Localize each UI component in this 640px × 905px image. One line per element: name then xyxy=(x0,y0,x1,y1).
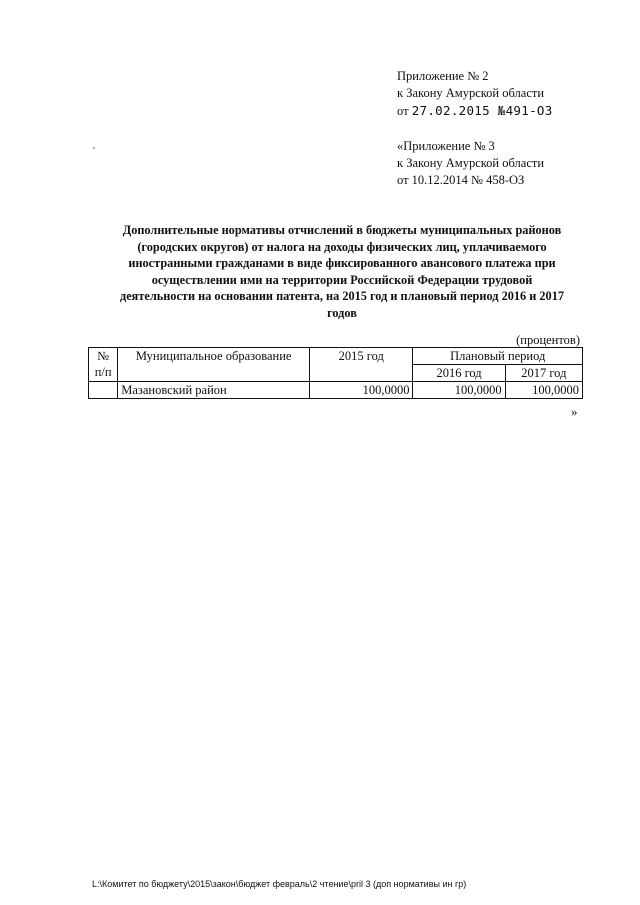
title-line: Дополнительные нормативы отчислений в бюджеты муниципальных районов xyxy=(122,223,562,237)
header-2016: 2016 год xyxy=(413,365,505,382)
title-line: деятельности на основании патента, на 2015 год и плановый период 2016 и 2017 xyxy=(119,289,564,303)
table-row xyxy=(89,382,583,399)
title-line: иностранными гражданами в виде фиксированного авансового платежа при xyxy=(128,256,556,270)
header-2017: 2017 год xyxy=(505,365,582,382)
title-line: (городских округов) от налога на доходы физических лиц, уплачиваемого xyxy=(137,239,547,254)
cell-2017: 100,0000 xyxy=(505,382,582,399)
title-line: осуществлении ими на территории Российской Федерации трудовой xyxy=(151,272,533,287)
cell-2015: 100,0000 xyxy=(310,382,413,399)
file-path-footer: L:\Комитет по бюджету\2015\закон\бюджет февраль\2 чтение\pril 3 (доп нормативы ин гр) xyxy=(92,879,467,889)
appendix-header xyxy=(397,68,553,120)
scan-speck xyxy=(93,147,95,149)
previous-appendix-header xyxy=(397,138,544,189)
norms-table xyxy=(88,347,583,399)
appendix-date-prefix: от xyxy=(397,104,409,118)
table-header-row xyxy=(89,348,583,365)
header-municipality: Муниципальное образование xyxy=(118,348,310,382)
previous-appendix-number: «Приложение № 3 xyxy=(397,139,495,153)
cell-number xyxy=(89,382,118,399)
previous-appendix-law-reference: к Закону Амурской области xyxy=(397,156,545,170)
unit-label: (процентов) xyxy=(516,333,580,347)
cell-2016: 100,0000 xyxy=(413,382,505,399)
header-planned-period: Плановый период xyxy=(413,348,583,365)
appendix-date-value: 27.02.2015 №491-ОЗ xyxy=(411,103,553,118)
appendix-law-reference: к Закону Амурской области xyxy=(397,86,545,100)
header-number: № п/п xyxy=(89,348,118,382)
title-line: годов xyxy=(327,305,357,320)
closing-quote: » xyxy=(571,404,578,419)
cell-municipality: Мазановский район xyxy=(118,382,310,399)
appendix-date-line xyxy=(397,102,553,120)
header-2015: 2015 год xyxy=(310,348,413,382)
previous-appendix-date: от 10.12.2014 № 458-ОЗ xyxy=(397,173,525,187)
document-title xyxy=(92,222,592,321)
appendix-number: Приложение № 2 xyxy=(397,69,489,83)
